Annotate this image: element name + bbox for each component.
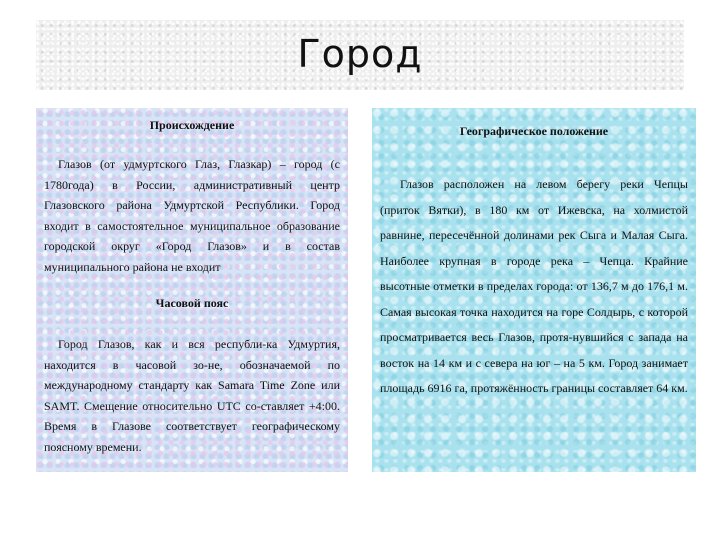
geo-text: Глазов расположен на левом берегу реки Чепцы (приток Вятки), в 180 км от Ижевска, на холмистой равнине, пересечённой долинами рек Сыга и Малая Сыга. Наиболее крупная в городе река – Чепца. Крайние высотные отметки в пределах города: от 136,7 м до 176,1 м. Самая высокая точка находится на горе Солдырь, с которой просматривается весь Глазов, протя-нувшийся с запада на восток на 14 км и с севера на юг – на 5 км. Город занимает площадь 6916 га, протяжённость границы составляет 64 км. (380, 177, 688, 395)
origin-text: Глазов (от удмуртского Глаз, Глазкар) – город (с 1780года) в России, административный центр Глазовского района Удмуртской Республики. Город входит в самостоятельное муниципальное образование городской округ «Город Глазов» и в состав муниципального района не входит (44, 157, 340, 274)
timezone-heading: Часовой пояс (155, 296, 229, 310)
left-panel (36, 108, 348, 472)
timezone-text: Город Глазов, как и вся республи-ка Удмуртия, находится в часовой зо-не, обозначаемой по международному стандарту как Samara Time Zone или SAMT. Смещение относительно UTC со-ставляет +4:00. Время в Глазове соответствует географическому поясному времени. (44, 337, 340, 454)
origin-heading: Происхождение (149, 118, 235, 132)
geo-heading: Географическое положение (459, 124, 609, 138)
right-panel (372, 108, 696, 472)
title-bar (36, 20, 684, 90)
slide-title: Город (297, 32, 423, 76)
